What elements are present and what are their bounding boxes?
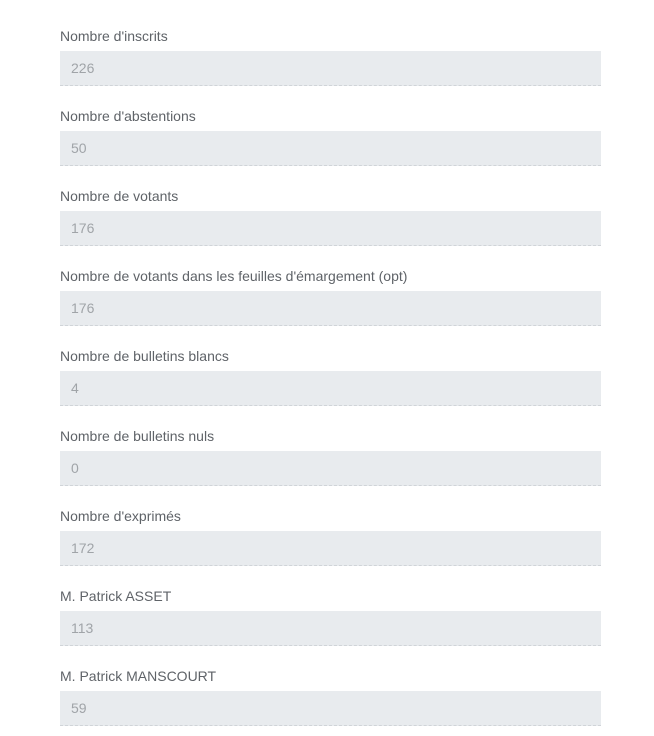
field-candidate-manscourt bbox=[60, 640, 601, 720]
candidate-manscourt-input[interactable] bbox=[60, 691, 601, 726]
field-exprimes bbox=[60, 480, 601, 560]
bulletins-blancs-label: Nombre de bulletins blancs bbox=[60, 348, 229, 364]
bulletins-nuls-label: Nombre de bulletins nuls bbox=[60, 428, 215, 444]
abstentions-label: Nombre d'abstentions bbox=[60, 108, 196, 124]
votants-label: Nombre de votants bbox=[60, 188, 179, 204]
candidate-asset-label: M. Patrick ASSET bbox=[60, 588, 172, 604]
exprimes-label: Nombre d'exprimés bbox=[60, 508, 181, 524]
field-bulletins-blancs bbox=[60, 320, 601, 400]
field-abstentions bbox=[60, 80, 601, 160]
votants-emargement-label: Nombre de votants dans les feuilles d'émargement (opt) bbox=[60, 268, 408, 284]
field-votants bbox=[60, 160, 601, 240]
election-results-form bbox=[60, 0, 601, 720]
field-candidate-asset bbox=[60, 560, 601, 640]
field-votants-emargement bbox=[60, 240, 601, 320]
inscrits-label: Nombre d'inscrits bbox=[60, 28, 168, 44]
candidate-manscourt-label: M. Patrick MANSCOURT bbox=[60, 668, 217, 684]
field-inscrits bbox=[60, 0, 601, 80]
field-bulletins-nuls bbox=[60, 400, 601, 480]
